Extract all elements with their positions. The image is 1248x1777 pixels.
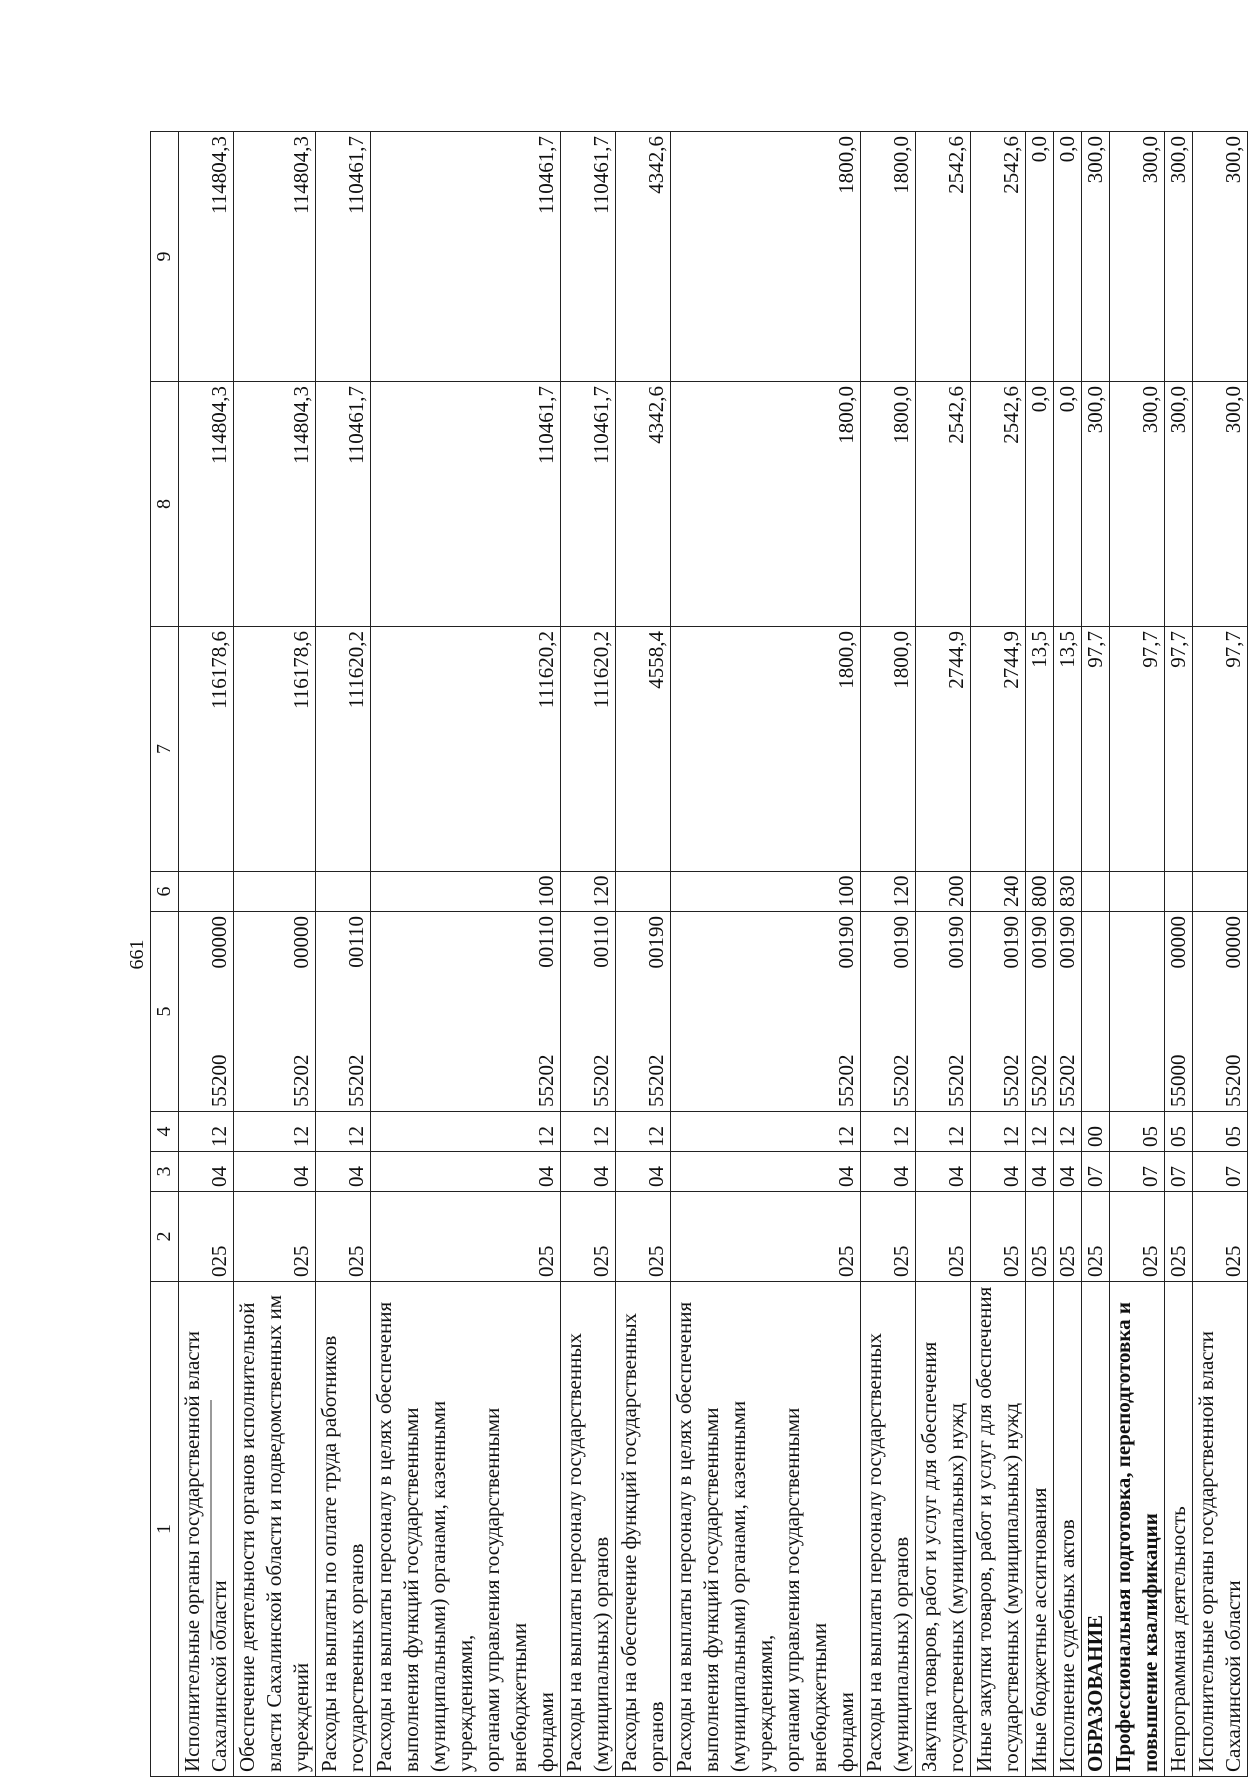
amount-column-8: 110461,7 [561,382,616,627]
amount-column-8: 0,0 [1026,382,1054,627]
amount-column-7: 4558,4 [616,627,671,872]
expense-type-code: 200 [916,872,971,912]
column-number-7: 7 [151,627,179,872]
ministry-code: 025 [1026,1192,1054,1282]
subsection-code: 12 [1054,1112,1082,1152]
section-code: 04 [616,1152,671,1192]
ministry-code: 025 [561,1192,616,1282]
section-code: 07 [1193,1152,1248,1192]
subsection-code: 12 [616,1112,671,1152]
description-line: Расходы на выплаты персоналу государственных [862,1333,886,1772]
amount-column-8: 110461,7 [371,382,561,627]
row-description [371,1282,561,1777]
expense-type-code: 100 [371,872,561,912]
section-code: 04 [179,1152,234,1192]
amount-column-8: 300,0 [1193,382,1248,627]
direction-code: 00110 [534,916,558,968]
description-line: Профессиональная подготовка, переподготовка и [1111,1302,1135,1772]
row-description [1082,1282,1110,1777]
amount-column-9: 300,0 [1165,132,1193,382]
description-line: выполнения функций государственными [399,1407,423,1772]
description-line: учреждений [289,1662,313,1772]
amount-column-7: 111620,2 [316,627,371,872]
section-code: 04 [916,1152,971,1192]
ministry-code: 025 [671,1192,861,1282]
direction-code: 00190 [1027,916,1051,969]
description-line: (муниципальными) органами, казенными учреждениями, [726,1400,777,1772]
amount-column-9: 2542,6 [971,132,1026,382]
column-number-row [151,132,179,1777]
amount-column-7: 116178,6 [234,627,316,872]
direction-code: 00110 [589,916,613,968]
amount-column-7: 111620,2 [371,627,561,872]
section-code: 04 [971,1152,1026,1192]
description-line: ОБРАЗОВАНИЕ [1083,1615,1107,1772]
page-number: 661 [126,939,148,970]
description-line: Расходы на выплаты персоналу в целях обеспечения [372,1301,396,1772]
subsection-code: 12 [371,1112,561,1152]
amount-column-9: 110461,7 [561,132,616,382]
ministry-code: 025 [234,1192,316,1282]
description-line: Иные бюджетные ассигнования [1027,1487,1051,1772]
expense-type-code: 100 [671,872,861,912]
column-number-8: 8 [151,382,179,627]
section-code: 04 [1026,1152,1054,1192]
target-article-code [916,912,971,1112]
row-description [616,1282,671,1777]
subsection-code: 12 [316,1112,371,1152]
amount-column-9: 110461,7 [371,132,561,382]
ministry-code: 025 [616,1192,671,1282]
description-line: Исполнение судебных актов [1055,1519,1079,1772]
description-line: органов [644,1701,668,1772]
direction-code: 00190 [999,916,1023,969]
amount-column-9: 114804,3 [179,132,234,382]
rotated-budget-sheet [86,132,1245,1777]
description-line: (муниципальных) органов [889,1536,913,1772]
target-article-code [861,912,916,1112]
budget-table [150,131,1248,1777]
description-line: Расходы на выплаты персоналу в целях обеспечения [672,1301,696,1772]
amount-column-7: 97,7 [1110,627,1165,872]
row-description [861,1282,916,1777]
table-row [1054,132,1082,1777]
direction-code: 00000 [1166,916,1190,969]
row-description [1110,1282,1165,1777]
ministry-code: 025 [316,1192,371,1282]
expense-type-code [616,872,671,912]
expense-type-code: 240 [971,872,1026,912]
amount-column-7: 111620,2 [561,627,616,872]
target-article-code [561,912,616,1112]
ministry-code: 025 [1165,1192,1193,1282]
amount-column-9: 300,0 [1110,132,1165,382]
table-row [1026,132,1054,1777]
ministry-code: 025 [1110,1192,1165,1282]
target-article-code [1110,912,1165,1112]
section-code: 04 [861,1152,916,1192]
ministry-code: 025 [1054,1192,1082,1282]
section-code: 04 [316,1152,371,1192]
description-line: Сахалинской области [207,1580,231,1772]
amount-column-9: 300,0 [1193,132,1248,382]
expense-type-code [179,872,234,912]
row-description [1026,1282,1054,1777]
amount-column-9: 110461,7 [316,132,371,382]
subsection-code: 05 [1165,1112,1193,1152]
row-description [1165,1282,1193,1777]
amount-column-8: 300,0 [1082,382,1110,627]
program-code: 55202 [999,1054,1023,1107]
description-line: Иные закупки товаров, работ и услуг для обеспечения [972,1286,996,1772]
program-code: 55202 [289,1054,313,1107]
description-line: органами управления государственными внебюджетными [780,1407,831,1772]
program-code: 55202 [834,1054,858,1107]
program-code: 55200 [207,1054,231,1107]
ministry-code: 025 [916,1192,971,1282]
amount-column-7: 1800,0 [861,627,916,872]
target-article-code [616,912,671,1112]
description-line: фондами [834,1692,858,1772]
row-description [671,1282,861,1777]
row-description [971,1282,1026,1777]
column-number-6: 6 [151,872,179,912]
expense-type-code: 800 [1026,872,1054,912]
amount-column-7: 13,5 [1026,627,1054,872]
description-line: Сахалинской области [1221,1580,1245,1772]
table-row [616,132,671,1777]
amount-column-7: 97,7 [1082,627,1110,872]
direction-code: 00000 [1221,916,1245,969]
amount-column-8: 2542,6 [971,382,1026,627]
program-code: 55202 [534,1054,558,1107]
amount-column-9: 300,0 [1082,132,1110,382]
description-line: государственных (муниципальных) нужд [999,1402,1023,1772]
ministry-code: 025 [179,1192,234,1282]
description-line: Расходы на обеспечение функций государственных [617,1312,641,1772]
amount-column-8: 2542,6 [916,382,971,627]
section-code: 04 [371,1152,561,1192]
column-number-4: 4 [151,1112,179,1152]
column-number-9: 9 [151,132,179,382]
ministry-code: 025 [1082,1192,1110,1282]
table-row [1165,132,1193,1777]
amount-column-7: 97,7 [1165,627,1193,872]
amount-column-7: 2744,9 [916,627,971,872]
amount-column-8: 1800,0 [861,382,916,627]
table-row [671,132,861,1777]
amount-column-9: 0,0 [1054,132,1082,382]
table-row [179,132,234,1777]
direction-code: 00190 [644,916,668,969]
subsection-code: 05 [1193,1112,1248,1152]
amount-column-8: 1800,0 [671,382,861,627]
direction-code: 00110 [344,916,368,968]
amount-column-8: 0,0 [1054,382,1082,627]
amount-column-8: 114804,3 [179,382,234,627]
subsection-code: 12 [234,1112,316,1152]
table-row [1193,132,1248,1777]
target-article-code [234,912,316,1112]
description-line: (муниципальных) органов [589,1536,613,1772]
subsection-code: 12 [671,1112,861,1152]
section-code: 04 [1054,1152,1082,1192]
program-code: 55202 [1027,1054,1051,1107]
amount-column-8: 114804,3 [234,382,316,627]
expense-type-code: 830 [1054,872,1082,912]
program-code: 55202 [1055,1054,1079,1107]
program-code: 55202 [589,1054,613,1107]
amount-column-8: 4342,6 [616,382,671,627]
subsection-code: 00 [1082,1112,1110,1152]
row-description [234,1282,316,1777]
amount-column-9: 114804,3 [234,132,316,382]
row-description [179,1282,234,1777]
description-line: органами управления государственными внебюджетными [480,1407,531,1772]
section-code: 04 [561,1152,616,1192]
direction-code: 00190 [889,916,913,969]
table-row [861,132,916,1777]
direction-code: 00190 [944,916,968,969]
ministry-code: 025 [861,1192,916,1282]
column-number-1: 1 [151,1282,179,1777]
subsection-code: 12 [971,1112,1026,1152]
amount-column-9: 4342,6 [616,132,671,382]
description-line: выполнения функций государственными [699,1407,723,1772]
subsection-code: 12 [916,1112,971,1152]
description-line: власти Сахалинской области и подведомственных им [262,1294,286,1772]
ministry-code: 025 [371,1192,561,1282]
target-article-code [1193,912,1248,1112]
table-row [1082,132,1110,1777]
expense-type-code [1110,872,1165,912]
amount-column-9: 1800,0 [671,132,861,382]
target-article-code [179,912,234,1112]
expense-type-code [1165,872,1193,912]
expense-type-code [1193,872,1248,912]
description-line: повышение квалификации [1138,1513,1162,1772]
direction-code: 00190 [834,916,858,969]
amount-column-7: 116178,6 [179,627,234,872]
section-code: 07 [1165,1152,1193,1192]
amount-column-9: 2542,6 [916,132,971,382]
column-number-5: 5 [151,912,179,1112]
section-code: 04 [234,1152,316,1192]
row-description [1054,1282,1082,1777]
expense-type-code [316,872,371,912]
amount-column-8: 300,0 [1165,382,1193,627]
column-number-2: 2 [151,1192,179,1282]
expense-type-code [234,872,316,912]
description-line: Непрограммная деятельность [1166,1506,1190,1772]
description-line: государственных (муниципальных) нужд [944,1402,968,1772]
section-code: 07 [1082,1152,1110,1192]
table-row [234,132,316,1777]
target-article-code [371,912,561,1112]
program-code: 55202 [644,1054,668,1107]
table-row [561,132,616,1777]
subsection-code: 12 [861,1112,916,1152]
row-description [316,1282,371,1777]
table-row [971,132,1026,1777]
direction-code: 00190 [1055,916,1079,969]
program-code: 55200 [1221,1054,1245,1107]
target-article-code [1026,912,1054,1112]
ministry-code: 025 [971,1192,1026,1282]
amount-column-8: 110461,7 [316,382,371,627]
amount-column-9: 1800,0 [861,132,916,382]
target-article-code [971,912,1026,1112]
expense-type-code: 120 [561,872,616,912]
description-line: фондами [534,1692,558,1772]
table-row [316,132,371,1777]
program-code: 55202 [889,1054,913,1107]
target-article-code [316,912,371,1112]
description-line: Закупка товаров, работ и услуг для обеспечения [917,1341,941,1772]
table-row [916,132,971,1777]
ministry-code: 025 [1193,1192,1248,1282]
table-row [371,132,561,1777]
subsection-code: 12 [1026,1112,1054,1152]
description-line: Обеспечение деятельности органов исполнительной [235,1302,259,1772]
subsection-code: 12 [179,1112,234,1152]
expense-type-code: 120 [861,872,916,912]
target-article-code [671,912,861,1112]
description-line: Расходы на выплаты по оплате труда работников [317,1335,341,1772]
amount-column-7: 1800,0 [671,627,861,872]
program-code: 55202 [344,1054,368,1107]
amount-column-7: 2744,9 [971,627,1026,872]
subsection-code: 05 [1110,1112,1165,1152]
amount-column-9: 0,0 [1026,132,1054,382]
direction-code: 00000 [289,916,313,969]
section-code: 04 [671,1152,861,1192]
target-article-code [1082,912,1110,1112]
row-description [916,1282,971,1777]
program-code: 55202 [944,1054,968,1107]
description-line: Исполнительные органы государственной власти [180,1331,204,1772]
section-code: 07 [1110,1152,1165,1192]
table-row [1110,132,1165,1777]
expense-type-code [1082,872,1110,912]
description-line: государственных органов [344,1543,368,1772]
direction-code: 00000 [207,916,231,969]
program-code: 55000 [1166,1054,1190,1107]
amount-column-7: 13,5 [1054,627,1082,872]
description-line: (муниципальными) органами, казенными учреждениями, [426,1400,477,1772]
description-line: Расходы на выплаты персоналу государственных [562,1333,586,1772]
column-number-3: 3 [151,1152,179,1192]
subsection-code: 12 [561,1112,616,1152]
amount-column-7: 97,7 [1193,627,1248,872]
amount-column-8: 300,0 [1110,382,1165,627]
target-article-code [1054,912,1082,1112]
row-description [1193,1282,1248,1777]
description-line: Исполнительные органы государственной власти [1194,1331,1218,1772]
row-description [561,1282,616,1777]
target-article-code [1165,912,1193,1112]
